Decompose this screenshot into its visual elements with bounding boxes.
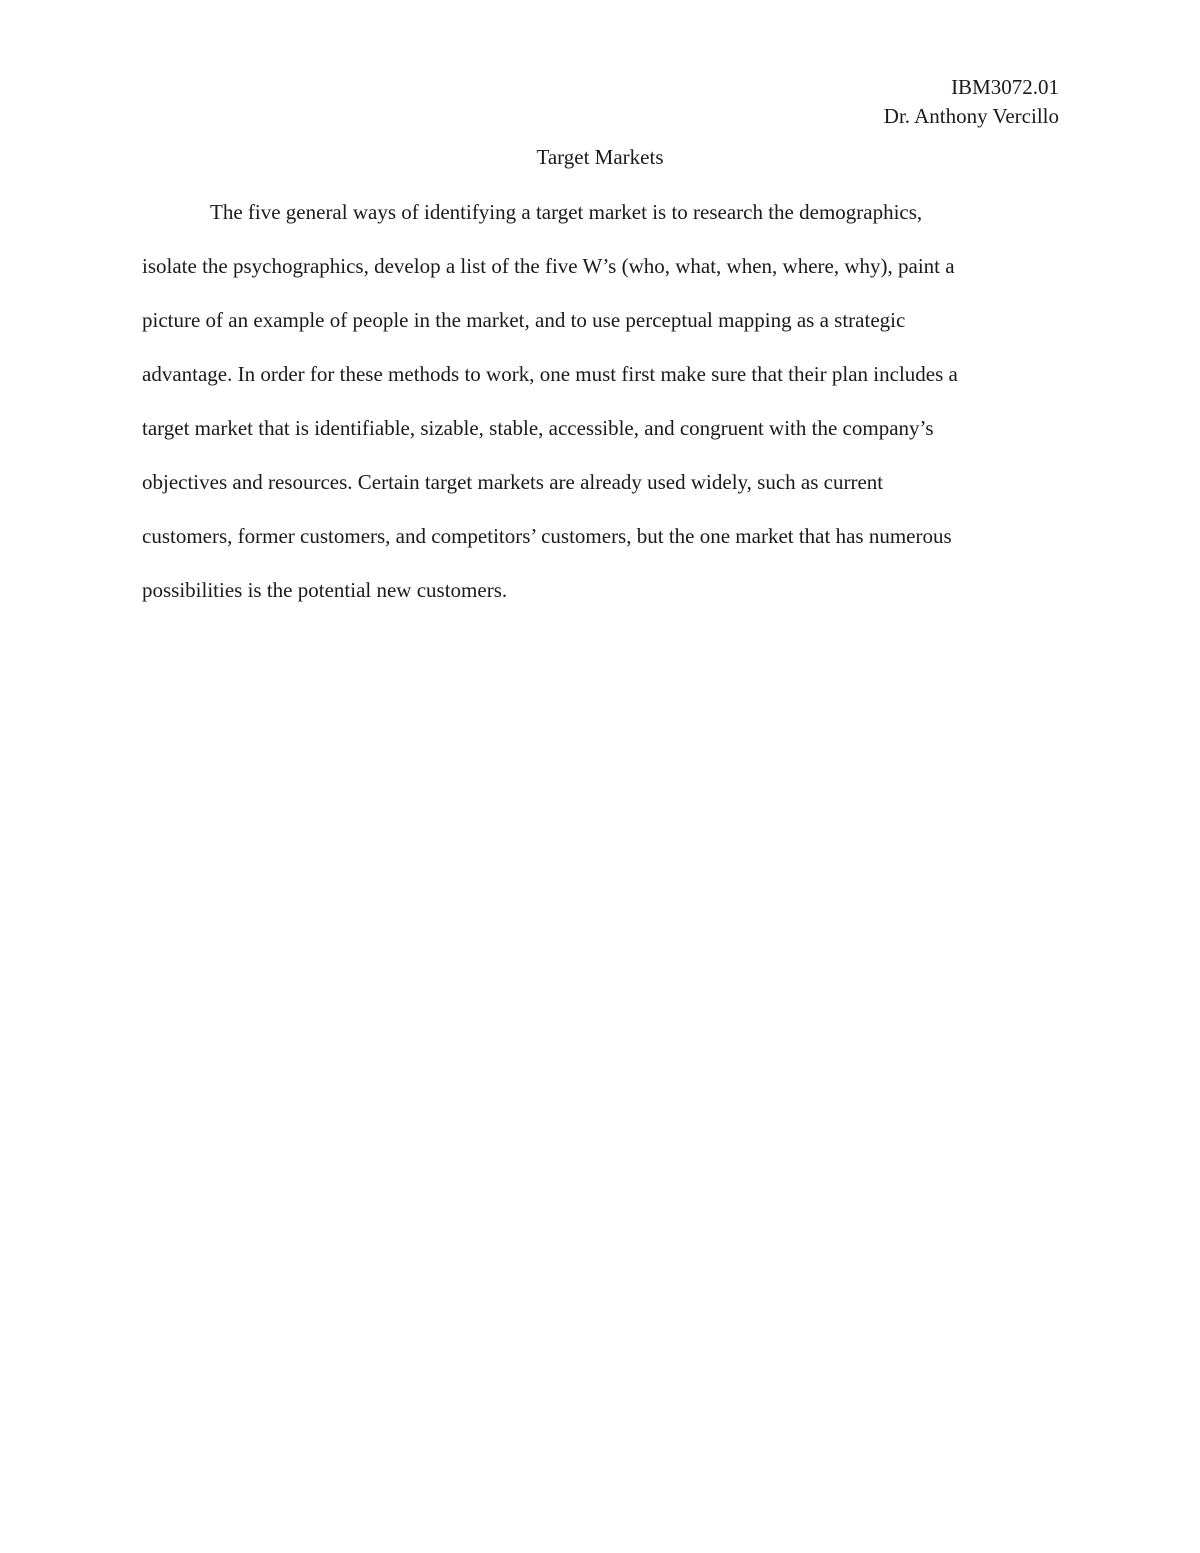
paragraph-line: advantage. In order for these methods to work, one must first make sure that their plan includes a: [142, 362, 958, 386]
instructor-name: Dr. Anthony Vercillo: [883, 104, 1059, 128]
paragraph-line: target market that is identifiable, sizable, stable, accessible, and congruent with the company’s: [142, 416, 934, 440]
paragraph-line: possibilities is the potential new customers.: [142, 578, 508, 602]
course-code: IBM3072.01: [951, 75, 1059, 99]
paragraph-line: isolate the psychographics, develop a list of the five W’s (who, what, when, where, why), paint a: [142, 254, 955, 278]
paragraph-line: customers, former customers, and competitors’ customers, but the one market that has numerous: [142, 524, 952, 548]
paragraph-line: The five general ways of identifying a target market is to research the demographics,: [210, 200, 923, 224]
document-title: Target Markets: [536, 145, 664, 169]
document-header: [884, 73, 1059, 131]
body-paragraph: [142, 198, 1062, 630]
paragraph-line: objectives and resources. Certain target markets are already used widely, such as current: [142, 470, 884, 494]
paragraph-line: picture of an example of people in the market, and to use perceptual mapping as a strategic: [142, 308, 906, 332]
